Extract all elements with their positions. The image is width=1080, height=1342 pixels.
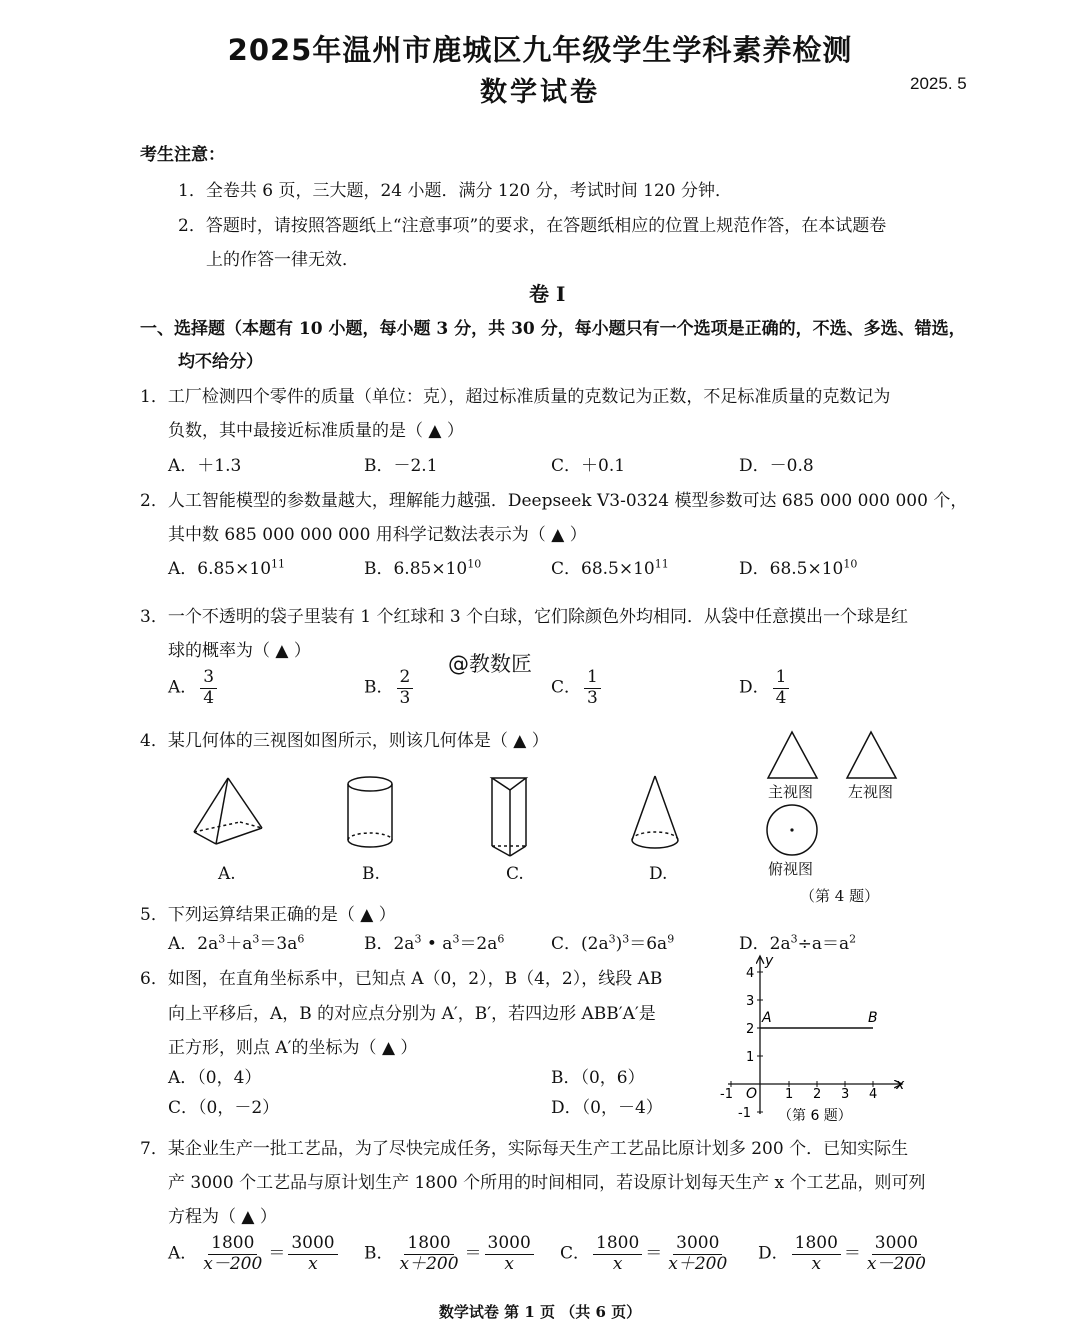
q3-option-b: B． $\frac{2}{3}$	[364, 668, 416, 708]
q4-solids-figure	[180, 770, 700, 890]
x-tick--1: -1	[720, 1087, 733, 1102]
q4-cone	[632, 776, 678, 848]
notice-item-1: 1．全卷共 6 页，三大题，24 小题．满分 120 分，考试时间 120 分钟．	[178, 181, 732, 201]
page-footer: 数学试卷 第 1 页 （共 6 页）	[438, 1303, 642, 1321]
q6-option-b: B．（0，6）	[551, 1068, 645, 1088]
y-axis-label: y	[765, 953, 774, 969]
q2-option-a: A．$6.85\times 10^{11}$	[168, 557, 286, 579]
q5-option-a: A．$2a^3+a^3=3a^6$	[168, 932, 305, 954]
point-b-label: B	[868, 1010, 878, 1026]
left-view-label: 左视图	[848, 783, 894, 801]
q2-option-d: D．$68.5\times 10^{10}$	[739, 557, 858, 579]
q4-option-a: A.	[218, 864, 236, 884]
q3-stem: 3．一个不透明的袋子里装有 1 个红球和 3 个白球，它们除颜色外均相同．从袋中任意摸出一个球是红	[140, 607, 909, 627]
section-heading: 一、选择题（本题有 10 小题，每小题 3 分，共 30 分，每小题只有一个选项是正确的，不选、多选、错选，	[140, 319, 966, 339]
top-view-center-dot	[790, 828, 793, 831]
y-tick-3: 3	[746, 994, 755, 1009]
q6-option-c: C．（0，－2）	[168, 1098, 280, 1118]
q6-stem-cont: 向上平移后，A，B 的对应点分别为 A′，B′，若四边形 ABB′A′是	[168, 1004, 656, 1024]
q5-stem: 5．下列运算结果正确的是（ ▲ ）	[140, 905, 396, 925]
q4-option-b: B.	[362, 864, 380, 884]
q6-option-d: D．（0，－4）	[551, 1098, 663, 1118]
q4-option-c: C.	[506, 864, 524, 884]
x-axis-label: x	[896, 1077, 905, 1093]
top-view-label: 俯视图	[768, 860, 814, 878]
x-tick-1: 1	[785, 1087, 794, 1102]
notice-item-2: 2．答题时，请按照答题纸上“注意事项”的要求，在答题纸相应的位置上规范作答，在本试题卷	[178, 216, 887, 236]
q4-option-d: D.	[649, 864, 668, 884]
point-a-label: A	[762, 1010, 772, 1026]
q2-option-b: B．$6.85\times 10^{10}$	[364, 557, 482, 579]
exam-date: 2025. 5	[910, 74, 967, 93]
q4-stem: 4．某几何体的三视图如图所示，则该几何体是（ ▲ ）	[140, 731, 549, 751]
q7-stem-cont: 产 3000 个工艺品与原计划生产 1800 个所用的时间相同，若设原计划每天生产 x 个工艺品，则可列	[168, 1173, 926, 1193]
q2-stem-cont: 其中数 685 000 000 000 用科学记数法表示为（ ▲ ）	[168, 525, 587, 545]
q1-option-d: D．－0.8	[739, 456, 814, 476]
q1-option-c: C．＋0.1	[551, 456, 626, 476]
q5-option-d: D．$2a^3\div a=a^2$	[739, 932, 857, 954]
front-view-triangle	[768, 732, 817, 778]
q7-option-b: B． $\frac{1800}{x+200}$ ＝ $\frac{3000}{x}$	[364, 1234, 537, 1274]
y-tick--1: -1	[738, 1106, 751, 1121]
section-heading-cont: 均不给分）	[178, 352, 263, 372]
q7-option-c: C． $\frac{1800}{x}$ ＝ $\frac{3000}{x+200}$	[560, 1233, 728, 1274]
q3-option-d: D． $\frac{1}{4}$	[739, 668, 792, 708]
q7-stem: 7．某企业生产一批工艺品，为了尽快完成任务，实际每天生产工艺品比原计划多 200 个．已知实际生	[140, 1139, 909, 1159]
q6-coordinate-figure	[710, 950, 910, 1130]
q1-stem: 1．工厂检测四个零件的质量（单位：克），超过标准质量的克数记为正数，不足标准质量的克数记为	[140, 387, 891, 407]
q4-prism	[492, 778, 526, 856]
y-tick-2: 2	[746, 1022, 755, 1037]
x-tick-2: 2	[813, 1087, 822, 1102]
y-tick-1: 1	[746, 1050, 755, 1065]
y-tick-4: 4	[746, 966, 755, 981]
q1-option-b: B．－2.1	[364, 456, 438, 476]
q1-option-a: A．＋1.3	[168, 456, 242, 476]
q5-option-b: B．$2a^3$ • $a^3=2a^6$	[364, 932, 505, 954]
q7-option-d: D． $\frac{1800}{x}$ ＝ $\frac{3000}{x-200}$	[758, 1233, 926, 1274]
q7-option-a: A． $\frac{1800}{x-200}$ ＝ $\frac{3000}{x}$	[168, 1234, 341, 1274]
q6-stem-cont-2: 正方形，则点 A′的坐标为（ ▲ ）	[168, 1038, 418, 1058]
q3-option-c: C． $\frac{1}{3}$	[551, 668, 604, 708]
q3-option-a: A． $\frac{3}{4}$	[168, 668, 220, 708]
q4-cylinder	[348, 777, 392, 847]
q2-option-c: C．$68.5\times 10^{11}$	[551, 557, 669, 579]
front-view-label: 主视图	[768, 783, 814, 801]
q5-option-c: C．$(2a^3)^3=6a^9$	[551, 932, 675, 954]
q6-caption: （第 6 题）	[778, 1108, 852, 1124]
notice-item-2-cont: 上的作答一律无效．	[206, 250, 359, 270]
exam-title: 2025年温州市鹿城区九年级学生学科素养检测	[227, 33, 853, 67]
exam-subtitle: 数学试卷	[480, 77, 600, 108]
q4-pyramid	[194, 778, 262, 844]
notice-heading: 考生注意：	[140, 145, 225, 165]
watermark: @教数匠	[448, 652, 532, 676]
q1-stem-cont: 负数，其中最接近标准质量的是（ ▲ ）	[168, 421, 464, 441]
x-tick-3: 3	[841, 1087, 850, 1102]
left-view-triangle	[847, 732, 896, 778]
q4-caption: （第 4 题）	[800, 887, 880, 905]
q3-stem-cont: 球的概率为（ ▲ ）	[168, 641, 311, 661]
volume-label: 卷 I	[529, 282, 566, 306]
q6-stem: 6．如图，在直角坐标系中，已知点 A（0，2），B（4，2），线段 AB	[140, 969, 663, 989]
q2-stem: 2．人工智能模型的参数量越大，理解能力越强．Deepseek V3-0324 模型参数可达 685 000 000 000 个，	[140, 491, 968, 511]
q7-stem-cont-2: 方程为（ ▲ ）	[168, 1207, 277, 1227]
x-tick-4: 4	[869, 1087, 878, 1102]
origin-label: O	[746, 1086, 758, 1102]
q6-option-a: A．（0，4）	[168, 1068, 262, 1088]
